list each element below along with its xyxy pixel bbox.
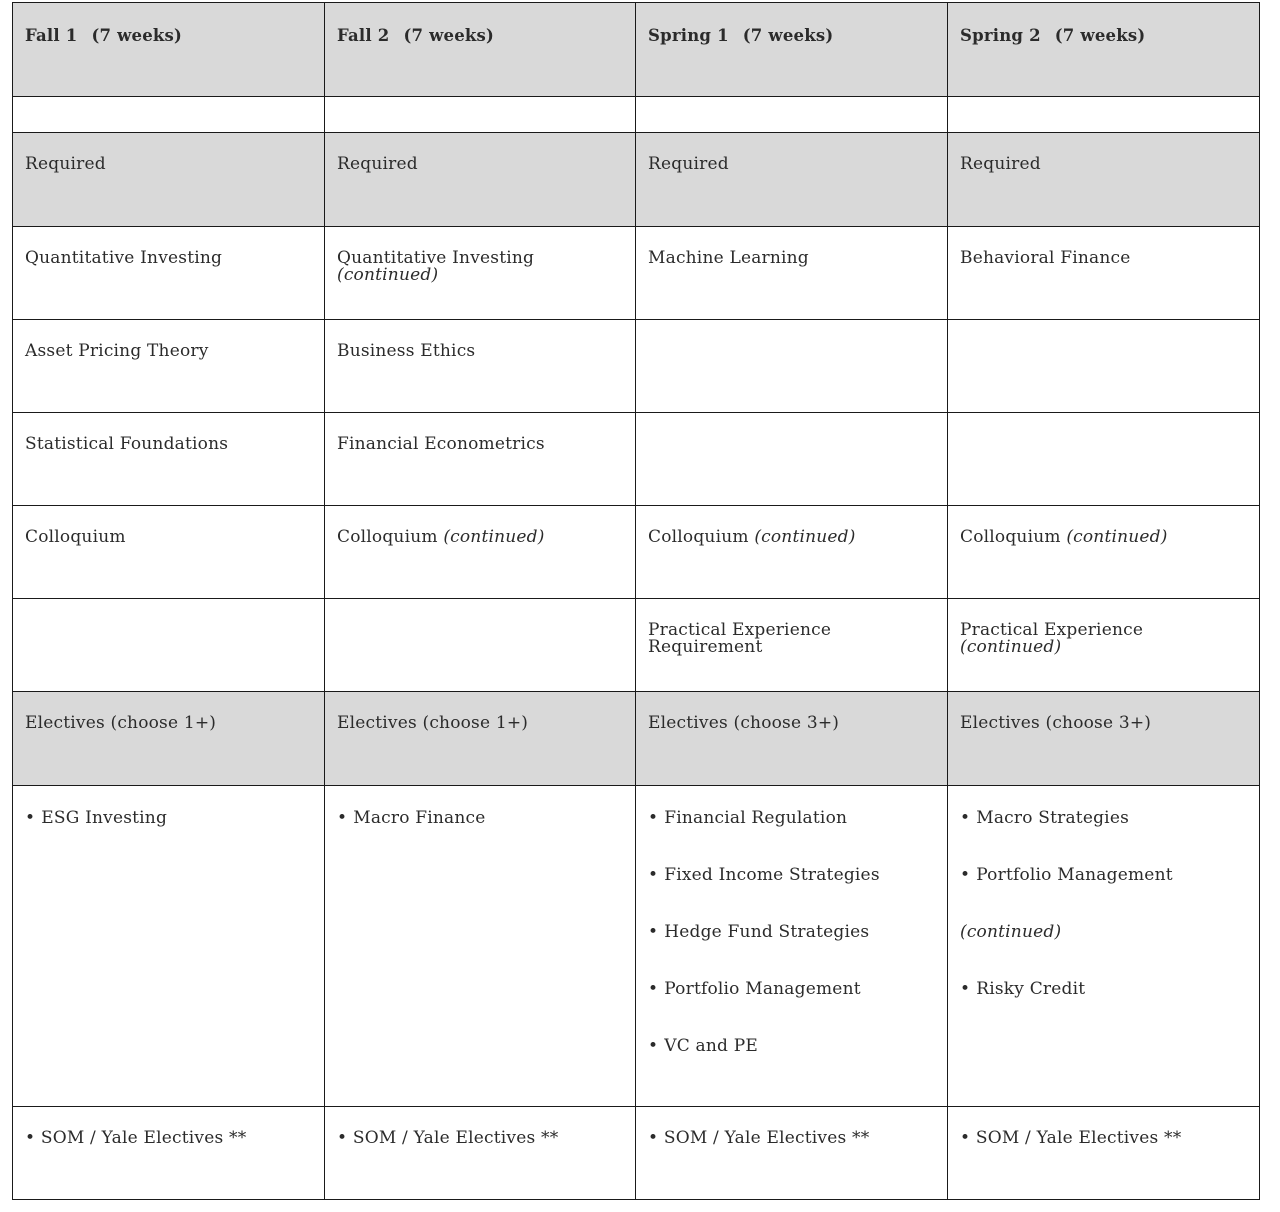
course-cell <box>13 227 325 320</box>
term-weeks: (7 weeks) <box>1054 26 1146 45</box>
course-name: Machine Learning <box>648 248 809 268</box>
course-name: Colloquium <box>337 527 438 547</box>
course-cell <box>636 320 948 413</box>
course-cell <box>636 506 948 599</box>
spacer-row <box>13 97 1260 133</box>
course-cell <box>636 227 948 320</box>
term-name: Fall 1 <box>25 26 78 45</box>
electives-header: Electives (choose 3+) <box>636 692 948 786</box>
list-item <box>648 809 935 827</box>
elective-name: Fixed Income Strategies <box>664 865 880 885</box>
bullet: • <box>648 808 659 828</box>
bullet: • <box>960 1128 971 1148</box>
elective-name: Risky Credit <box>976 979 1086 999</box>
list-item <box>648 980 935 998</box>
empty-cell <box>948 97 1260 133</box>
som-electives-label: SOM / Yale Electives ** <box>40 1128 247 1148</box>
course-name: Asset Pricing Theory <box>25 341 209 361</box>
course-cell <box>325 413 636 506</box>
required-header: Required <box>948 133 1260 227</box>
continued-note: (continued) <box>443 527 545 547</box>
term-weeks: (7 weeks) <box>742 26 834 45</box>
empty-cell <box>636 97 948 133</box>
electives-cell-spring1 <box>636 786 948 1107</box>
course-name: Colloquium <box>960 527 1061 547</box>
electives-cell-spring2 <box>948 786 1260 1107</box>
required-header: Required <box>636 133 948 227</box>
curriculum-table <box>12 2 1260 1200</box>
empty-cell <box>13 97 325 133</box>
course-name: Financial Econometrics <box>337 434 545 454</box>
course-cell <box>948 227 1260 320</box>
elective-list <box>648 809 935 1055</box>
term-header-spring1 <box>636 3 948 97</box>
required-row <box>13 227 1260 320</box>
bullet: • <box>25 1128 36 1148</box>
electives-row <box>13 786 1260 1107</box>
course-name: Statistical Foundations <box>25 434 229 454</box>
som-electives-label: SOM / Yale Electives ** <box>975 1128 1182 1148</box>
continued-note: (continued) <box>1066 527 1168 547</box>
course-name: Colloquium <box>648 527 749 547</box>
course-cell <box>948 320 1260 413</box>
course-cell <box>636 413 948 506</box>
som-electives-label: SOM / Yale Electives ** <box>663 1128 870 1148</box>
course-cell <box>13 599 325 692</box>
course-cell <box>13 506 325 599</box>
course-cell <box>948 413 1260 506</box>
elective-name: Macro Strategies <box>976 808 1129 828</box>
som-electives-cell <box>325 1107 636 1200</box>
bullet: • <box>648 1128 659 1148</box>
continued-note: (continued) <box>754 527 856 547</box>
course-name: Quantitative Investing <box>25 248 223 268</box>
list-item <box>25 809 312 827</box>
course-name: Business Ethics <box>337 341 476 361</box>
term-header-row <box>13 3 1260 97</box>
course-name: Practical Experience Requirement <box>648 620 832 657</box>
course-cell <box>948 506 1260 599</box>
term-weeks: (7 weeks) <box>91 26 183 45</box>
electives-cell-fall1 <box>13 786 325 1107</box>
elective-name: Macro Finance <box>353 808 486 828</box>
som-electives-cell <box>636 1107 948 1200</box>
som-electives-cell <box>948 1107 1260 1200</box>
required-row <box>13 506 1260 599</box>
list-item <box>960 866 1247 941</box>
elective-list <box>25 809 312 827</box>
term-header-fall2 <box>325 3 636 97</box>
required-header-row <box>13 133 1260 227</box>
list-item <box>648 1037 935 1055</box>
bullet: • <box>960 979 971 999</box>
continued-note: (continued) <box>960 922 1062 942</box>
term-weeks: (7 weeks) <box>403 26 495 45</box>
term-name: Spring 2 <box>960 26 1041 45</box>
elective-name: ESG Investing <box>41 808 168 828</box>
elective-name: Financial Regulation <box>664 808 848 828</box>
required-header: Required <box>13 133 325 227</box>
bullet: • <box>960 808 971 828</box>
course-cell <box>325 320 636 413</box>
required-row <box>13 320 1260 413</box>
course-name: Quantitative Investing <box>337 248 535 268</box>
som-electives-cell <box>13 1107 325 1200</box>
term-header-fall1 <box>13 3 325 97</box>
electives-cell-fall2 <box>325 786 636 1107</box>
list-item <box>960 809 1247 827</box>
som-electives-label: SOM / Yale Electives ** <box>352 1128 559 1148</box>
required-header: Required <box>325 133 636 227</box>
course-cell <box>13 413 325 506</box>
course-cell <box>325 227 636 320</box>
bullet: • <box>960 865 971 885</box>
course-name: Behavioral Finance <box>960 248 1131 268</box>
electives-header: Electives (choose 3+) <box>948 692 1260 786</box>
course-cell <box>636 599 948 692</box>
elective-name: Hedge Fund Strategies <box>664 922 870 942</box>
bullet: • <box>648 979 659 999</box>
list-item <box>960 980 1247 998</box>
continued-note: (continued) <box>337 265 439 285</box>
elective-list <box>960 809 1247 998</box>
term-header-spring2 <box>948 3 1260 97</box>
bullet: • <box>648 1036 659 1056</box>
course-cell <box>325 599 636 692</box>
elective-list <box>337 809 623 827</box>
continued-note: (continued) <box>960 637 1062 657</box>
bullet: • <box>337 808 348 828</box>
course-cell <box>948 599 1260 692</box>
bullet: • <box>648 922 659 942</box>
elective-name: Portfolio Management <box>664 979 861 999</box>
term-name: Fall 2 <box>337 26 390 45</box>
electives-header-row <box>13 692 1260 786</box>
course-cell <box>325 506 636 599</box>
course-cell <box>13 320 325 413</box>
course-name: Practical Experience <box>960 620 1144 640</box>
elective-name: Portfolio Management <box>976 865 1173 885</box>
required-row <box>13 413 1260 506</box>
bullet: • <box>25 808 36 828</box>
elective-name: VC and PE <box>664 1036 758 1056</box>
bullet: • <box>648 865 659 885</box>
electives-header: Electives (choose 1+) <box>13 692 325 786</box>
course-name: Colloquium <box>25 527 126 547</box>
empty-cell <box>325 97 636 133</box>
term-name: Spring 1 <box>648 26 729 45</box>
som-electives-row <box>13 1107 1260 1200</box>
list-item <box>648 866 935 884</box>
required-row <box>13 599 1260 692</box>
electives-header: Electives (choose 1+) <box>325 692 636 786</box>
list-item <box>648 923 935 941</box>
list-item <box>337 809 623 827</box>
bullet: • <box>337 1128 348 1148</box>
